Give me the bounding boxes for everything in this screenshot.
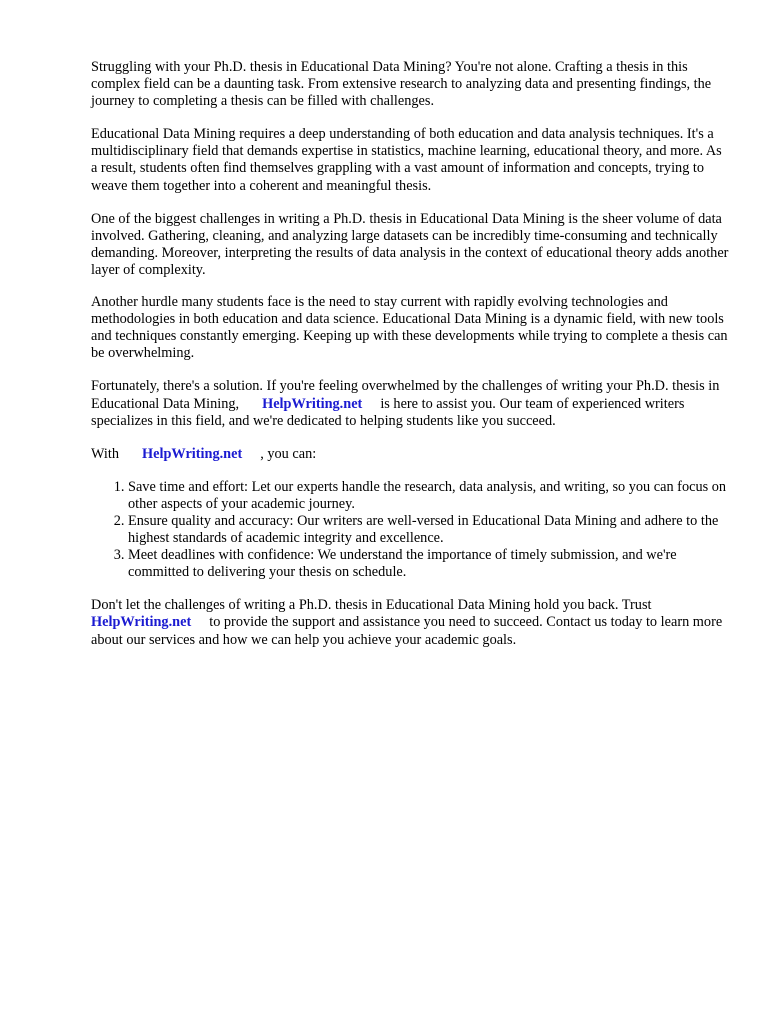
- helpwriting-link[interactable]: HelpWriting.net: [262, 395, 363, 412]
- with-line: [91, 446, 731, 463]
- list-item: 2. Ensure quality and accuracy: Our writers are well-versed in Educational Data Mining and adhere to the highest standards of academic integrity and excellence.: [128, 513, 731, 547]
- with-suffix: , you can:: [260, 445, 317, 462]
- helpwriting-link[interactable]: HelpWriting.net: [91, 614, 192, 631]
- data-challenges-paragraph: One of the biggest challenges in writing a Ph.D. thesis in Educational Data Mining is the sheer volume of data involved. Gathering, cleaning, and analyzing large datasets can be incredibly time-consuming and technically demanding. Moreover, interpreting the results of data analysis in the context of educational theory adds another layer of complexity.: [91, 210, 729, 278]
- helpwriting-link[interactable]: HelpWriting.net: [142, 445, 243, 462]
- closing-text-before: Don't let the challenges of writing a Ph.D. thesis in Educational Data Mining hold you back. Trust: [91, 597, 652, 614]
- list-item: 1. Save time and effort: Let our experts handle the research, data analysis, and writing, so you can focus on other aspects of your academic journey.: [128, 479, 731, 513]
- document-page: [91, 59, 731, 665]
- field-description-paragraph: Educational Data Mining requires a deep understanding of both education and data analysis techniques. It's a multidisciplinary field that demands expertise in statistics, machine learning, educational theory, and more. As a result, students often find themselves grappling with a vast amount of information and concepts, trying to weave them together into a coherent and meaningful thesis.: [91, 126, 722, 194]
- solution-text-after: is here to assist you. Our team of experienced writers specializes in this field, and we're dedicated to helping students like you succeed.: [91, 395, 685, 429]
- closing-paragraph: [91, 597, 731, 648]
- list-item: 3. Meet deadlines with confidence: We understand the importance of timely submission, and we're committed to delivering your thesis on schedule.: [128, 547, 731, 581]
- intro-paragraph: Struggling with your Ph.D. thesis in Educational Data Mining? You're not alone. Crafting a thesis in this complex field can be a daunting task. From extensive research to analyzing data and presenting findings, the journey to completing a thesis can be filled with challenges.: [91, 59, 712, 110]
- closing-text-after: to provide the support and assistance you need to succeed. Contact us today to learn more about our services and how we can help you achieve your academic goals.: [91, 614, 723, 648]
- technology-paragraph: Another hurdle many students face is the need to stay current with rapidly evolving technologies and methodologies in both education and data science. Educational Data Mining is a dynamic field, with new tools and techniques constantly emerging. Keeping up with these developments while trying to complete a thesis can be overwhelming.: [91, 294, 728, 362]
- with-prefix: With: [91, 445, 120, 462]
- benefits-list: [91, 479, 731, 582]
- solution-paragraph: [91, 378, 731, 429]
- solution-text-before: Fortunately, there's a solution. If you're feeling overwhelmed by the challenges of writing your Ph.D. thesis in Educational Data Mining,: [91, 378, 720, 412]
